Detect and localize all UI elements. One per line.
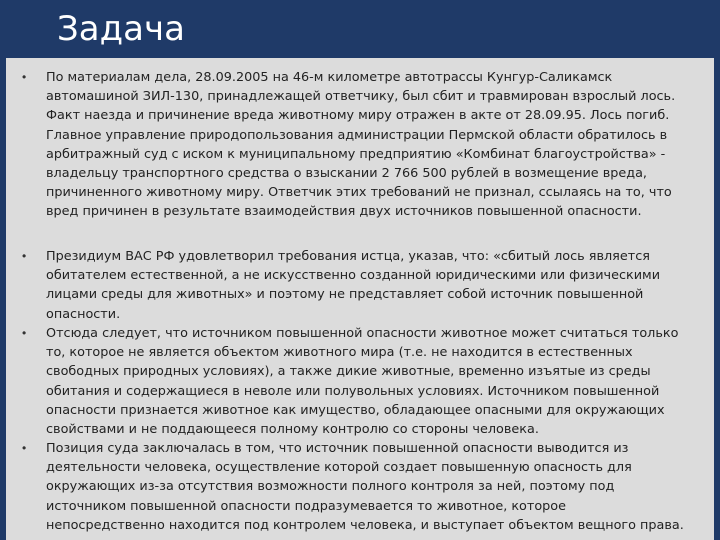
text-line: причиненного животному миру. Ответчик этих требований не признал, ссылаясь на то, что: [46, 185, 672, 201]
bullet-icon: •: [22, 326, 27, 340]
text-line: опасности.: [46, 306, 121, 322]
bullet-text: [46, 439, 706, 535]
text-line: непосредственно находится под контролем человека, и выступает объектом вещного права.: [46, 517, 684, 533]
text-line: Президиум ВАС РФ удовлетворил требования истца, указав, что: «сбитый лось является: [46, 249, 650, 264]
text-line: арбитражный суд с иском к муниципальному предприятию «Комбинат благоустройства» -: [46, 146, 666, 162]
text-line: источником повышенной опасности подразумевается то животное, которое: [46, 498, 566, 514]
bullet-text: [46, 247, 706, 324]
text-line: владельцу транспортного средства о взыскании 2 766 500 рублей в возмещение вреда,: [46, 166, 647, 182]
text-line: автомашиной ЗИЛ-130, принадлежащей ответчику, был сбит и травмирован взрослый лось.: [46, 89, 676, 105]
text-line: свободных природных условиях), а также дикие животные, временно изъятые из среды: [46, 364, 651, 380]
bullet-text: [46, 68, 706, 222]
text-line: Главное управление природопользования администрации Пермской области обратилось в: [46, 127, 668, 143]
text-line: лицами среды для животных» и поэтому не представляет собой источник повышенной: [46, 287, 644, 303]
text-line: свойствами и не поддающееся полному контролю со стороны человека.: [46, 422, 539, 438]
text-line: обитания и содержащиеся в неволе или полувольных условиях. Источником повышенной: [46, 383, 660, 399]
text-line: окружающих из-за отсутствия возможности полного контроля за ней, поэтому под: [46, 479, 615, 495]
text-line: опасности признается животное как имущество, обладающее опасными для окружающих: [46, 402, 665, 418]
bullet-text: [46, 324, 706, 439]
slide-title: Задача: [57, 9, 185, 49]
text-line: Позиция суда заключалась в том, что источник повышенной опасности выводится из: [46, 441, 629, 456]
text-line: обитателем естественной, а не искусственно созданной юридическими или физическими: [46, 268, 661, 284]
text-line: вред причинен в результате взаимодействия двух источников повышенной опасности.: [46, 204, 642, 220]
text-line: деятельности человека, осуществление которой создает повышенную опасность для: [46, 460, 632, 476]
text-line: Факт наезда и причинение вреда животному миру отражен в акте от 28.09.95. Лось погиб.: [46, 108, 670, 124]
bullet-icon: •: [22, 249, 27, 263]
bullet-icon: •: [22, 70, 27, 84]
bullet-icon: •: [22, 441, 27, 455]
text-line: Отсюда следует, что источником повышенной опасности животное может считаться только: [46, 326, 679, 341]
text-line: то, которое не является объектом животного мира (т.е. не находится в естественных: [46, 345, 633, 361]
content-panel: [6, 58, 714, 540]
text-line: По материалам дела, 28.09.2005 на 46-м километре автотрассы Кунгур-Саликамск: [46, 70, 613, 85]
